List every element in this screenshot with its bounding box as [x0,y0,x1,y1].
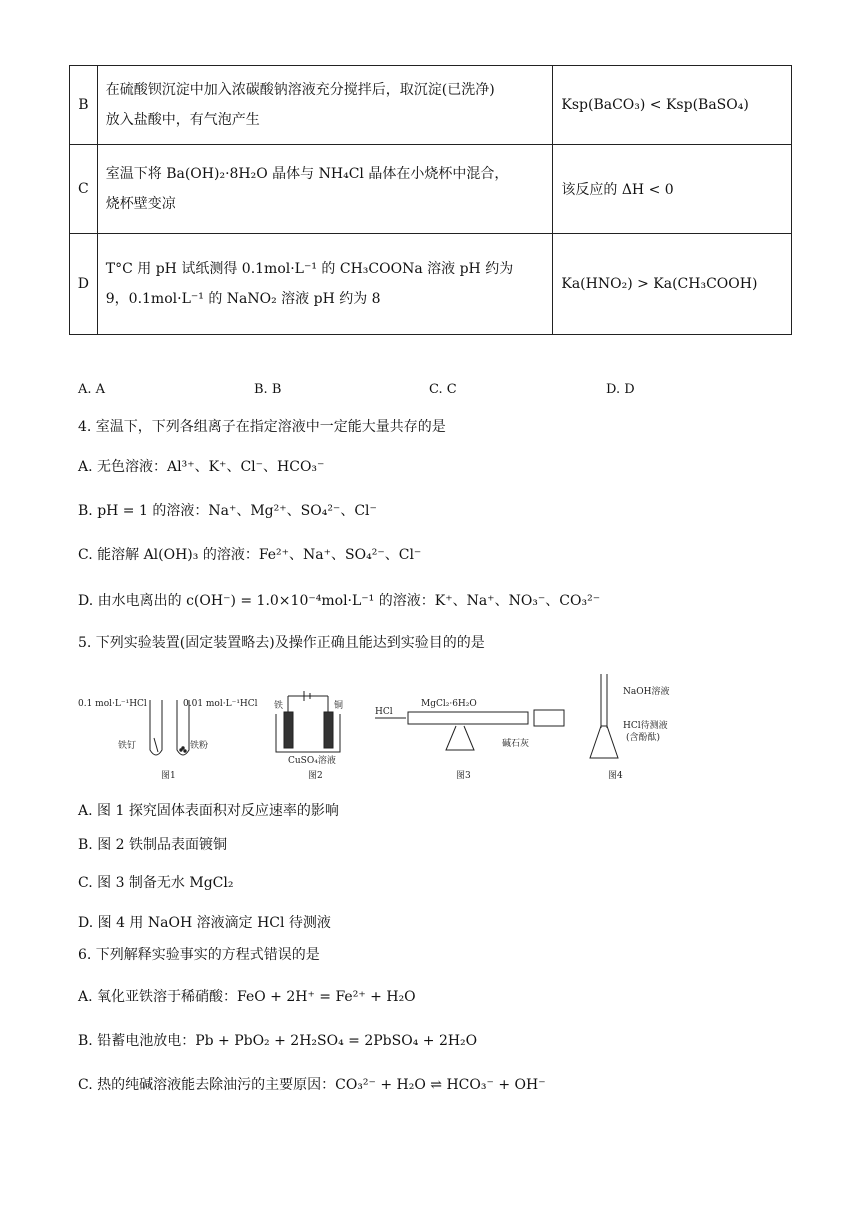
fig2-label-iron: 铁 [274,701,284,711]
row-conclusion: Ksp(BaCO₃) < Ksp(BaSO₄) [553,66,792,145]
fig1-label-nail: 铁钉 [118,741,137,751]
fig2-label-copper: 铜 [334,701,344,711]
q4-option-b[interactable]: B. pH = 1 的溶液：Na⁺、Mg²⁺、SO₄²⁻、Cl⁻ [78,503,377,519]
q6-stem: 6. 下列解释实验事实的方程式错误的是 [78,947,320,963]
fig4-label-hcl: HCl待测液 [623,721,668,731]
figure-2 [274,691,343,781]
q4-option-c[interactable]: C. 能溶解 Al(OH)₃ 的溶液：Fe²⁺、Na⁺、SO₄²⁻、Cl⁻ [78,547,422,563]
row-conclusion: 该反应的 ΔH < 0 [553,145,792,234]
fig4-label-naoh: NaOH溶液 [623,687,670,697]
row-operation [97,234,553,335]
fig2-label-cuso4: CuSO₄溶液 [288,756,336,766]
q5-option-c[interactable]: C. 图 3 制备无水 MgCl₂ [78,875,234,891]
q5-option-d[interactable]: D. 图 4 用 NaOH 溶液滴定 HCl 待测液 [78,915,331,931]
alcohol-lamp-icon [446,726,474,750]
row-operation-line2: 烧杯壁变凉 [105,196,176,212]
row-conclusion: Ka(HNO₂) > Ka(CH₃COOH) [553,234,792,335]
choice-d[interactable]: D. D [606,382,635,397]
row-operation-line1: T°C 用 pH 试纸测得 0.1mol·L⁻¹ 的 CH₃COONa 溶液 pH 约为 [105,261,514,277]
copper-electrode-icon [324,712,333,748]
fig3-label-soda-lime: 碱石灰 [502,739,530,749]
choice-b[interactable]: B. B [254,382,282,397]
hard-glass-tube-icon [408,712,528,724]
choice-a[interactable]: A. A [78,382,106,397]
iron-electrode-icon [284,712,293,748]
apparatus-figures [78,668,678,788]
fig1-label-hcl2: 0.01 mol·L⁻¹HCl [183,699,258,709]
q4-option-a[interactable]: A. 无色溶液：Al³⁺、K⁺、Cl⁻、HCO₃⁻ [78,459,325,475]
q6-option-c[interactable]: C. 热的纯碱溶液能去除油污的主要原因：CO₃²⁻ + H₂O ⇌ HCO₃⁻ + OH⁻ [78,1077,546,1093]
fig4-caption: 图4 [608,771,623,781]
table-row [70,145,792,234]
row-operation [97,66,553,145]
q4-stem: 4. 室温下，下列各组离子在指定溶液中一定能大量共存的是 [78,419,446,435]
row-label: D [70,234,98,335]
fig1-caption: 图1 [161,771,176,781]
q6-option-b[interactable]: B. 铅蓄电池放电：Pb + PbO₂ + 2H₂SO₄ = 2PbSO₄ + 2H₂O [78,1033,478,1049]
q5-option-a[interactable]: A. 图 1 探究固体表面积对反应速率的影响 [78,803,339,819]
fig2-caption: 图2 [308,771,323,781]
fig1-label-hcl1: 0.1 mol·L⁻¹HCl [78,699,147,709]
row-operation [97,145,553,234]
drying-tube-icon [534,710,564,726]
q6-option-a[interactable]: A. 氧化亚铁溶于稀硝酸：FeO + 2H⁺ = Fe²⁺ + H₂O [78,989,416,1005]
row-operation-line1: 在硫酸钡沉淀中加入浓碳酸钠溶液充分搅拌后，取沉淀(已洗净) [105,82,495,98]
row-operation-line1: 室温下将 Ba(OH)₂·8H₂O 晶体与 NH₄Cl 晶体在小烧杯中混合， [105,166,509,182]
table-row [70,234,792,335]
row-operation-line2: 放入盐酸中，有气泡产生 [105,112,260,128]
fig3-label-mgcl2: MgCl₂·6H₂O [421,699,477,709]
q4-option-d[interactable]: D. 由水电离出的 c(OH⁻) = 1.0×10⁻⁴mol·L⁻¹ 的溶液：K⁺、Na⁺、NO₃⁻、CO₃²⁻ [78,593,601,609]
conical-flask-icon [590,726,618,758]
iron-nail-icon [154,738,158,752]
figure-1 [78,699,258,781]
fig3-caption: 图3 [456,771,471,781]
row-operation-line2: 9，0.1mol·L⁻¹ 的 NaNO₂ 溶液 pH 约为 8 [105,291,381,307]
q5-stem: 5. 下列实验装置(固定装置略去)及操作正确且能达到实验目的的是 [78,635,485,651]
fig4-label-phenol: (含酚酞) [626,733,661,743]
row-label: C [70,145,98,234]
experiment-table [69,65,792,335]
figure-4 [590,674,669,781]
figure-3 [375,699,564,781]
row-label: B [70,66,98,145]
choice-c[interactable]: C. C [429,382,457,397]
fig1-label-powder: 铁粉 [190,741,209,751]
fig3-label-hcl: HCl [375,707,393,717]
q5-option-b[interactable]: B. 图 2 铁制品表面镀铜 [78,837,227,853]
table-row [70,66,792,145]
